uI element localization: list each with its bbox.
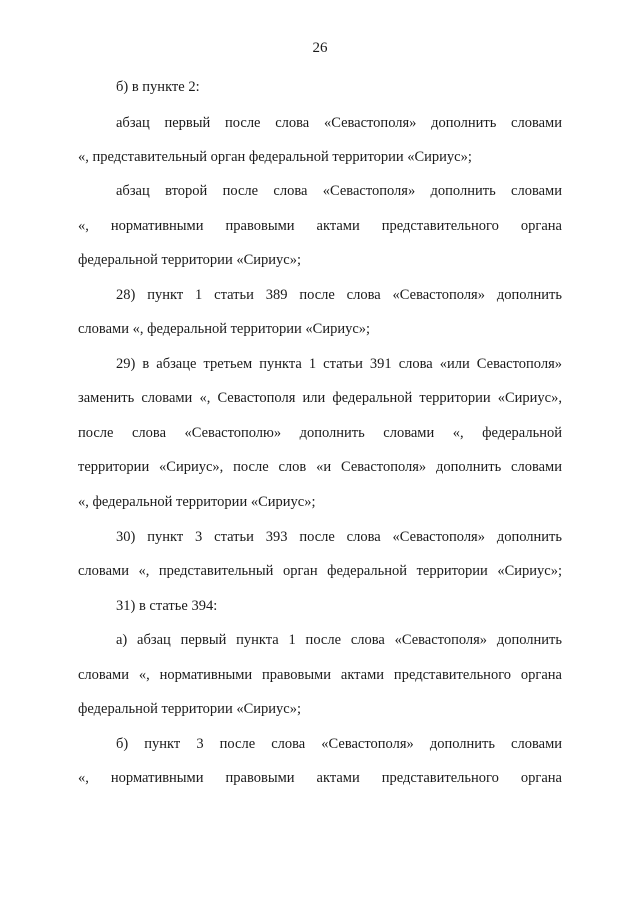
text-line: словами «, нормативными правовыми актами представительного органа [78, 667, 562, 683]
text-line: б) в пункте 2: [116, 79, 200, 95]
text-line: а) абзац первый пункта 1 после слова «Севастополя» дополнить [116, 632, 562, 648]
text-line: «, федеральной территории «Сириус»; [78, 494, 316, 510]
text-line: 29) в абзаце третьем пункта 1 статьи 391 слова «или Севастополя» [116, 356, 562, 372]
text-line: абзац второй после слова «Севастополя» дополнить словами [116, 183, 562, 199]
text-line: словами «, представительный орган федеральной территории «Сириус»; [78, 563, 562, 579]
text-line: 28) пункт 1 статьи 389 после слова «Севастополя» дополнить [116, 287, 562, 303]
text-line: «, нормативными правовыми актами представительного органа [78, 218, 562, 234]
text-line: после слова «Севастополю» дополнить словами «, федеральной [78, 425, 562, 441]
text-line: 31) в статье 394: [116, 598, 218, 614]
page-number: 26 [312, 40, 328, 56]
text-line: словами «, федеральной территории «Сириус»; [78, 321, 371, 337]
text-line: федеральной территории «Сириус»; [78, 701, 301, 717]
text-line: б) пункт 3 после слова «Севастополя» дополнить словами [116, 736, 562, 752]
text-line: заменить словами «, Севастополя или федеральной территории «Сириус», [78, 390, 562, 406]
text-line: территории «Сириус», после слов «и Севастополя» дополнить словами [78, 459, 562, 475]
text-line: федеральной территории «Сириус»; [78, 252, 301, 268]
text-line: «, нормативными правовыми актами представительного органа [78, 770, 562, 786]
text-line: «, представительный орган федеральной территории «Сириус»; [78, 149, 472, 165]
text-line: 30) пункт 3 статьи 393 после слова «Севастополя» дополнить [116, 529, 562, 545]
text-line: абзац первый после слова «Севастополя» дополнить словами [116, 115, 562, 131]
